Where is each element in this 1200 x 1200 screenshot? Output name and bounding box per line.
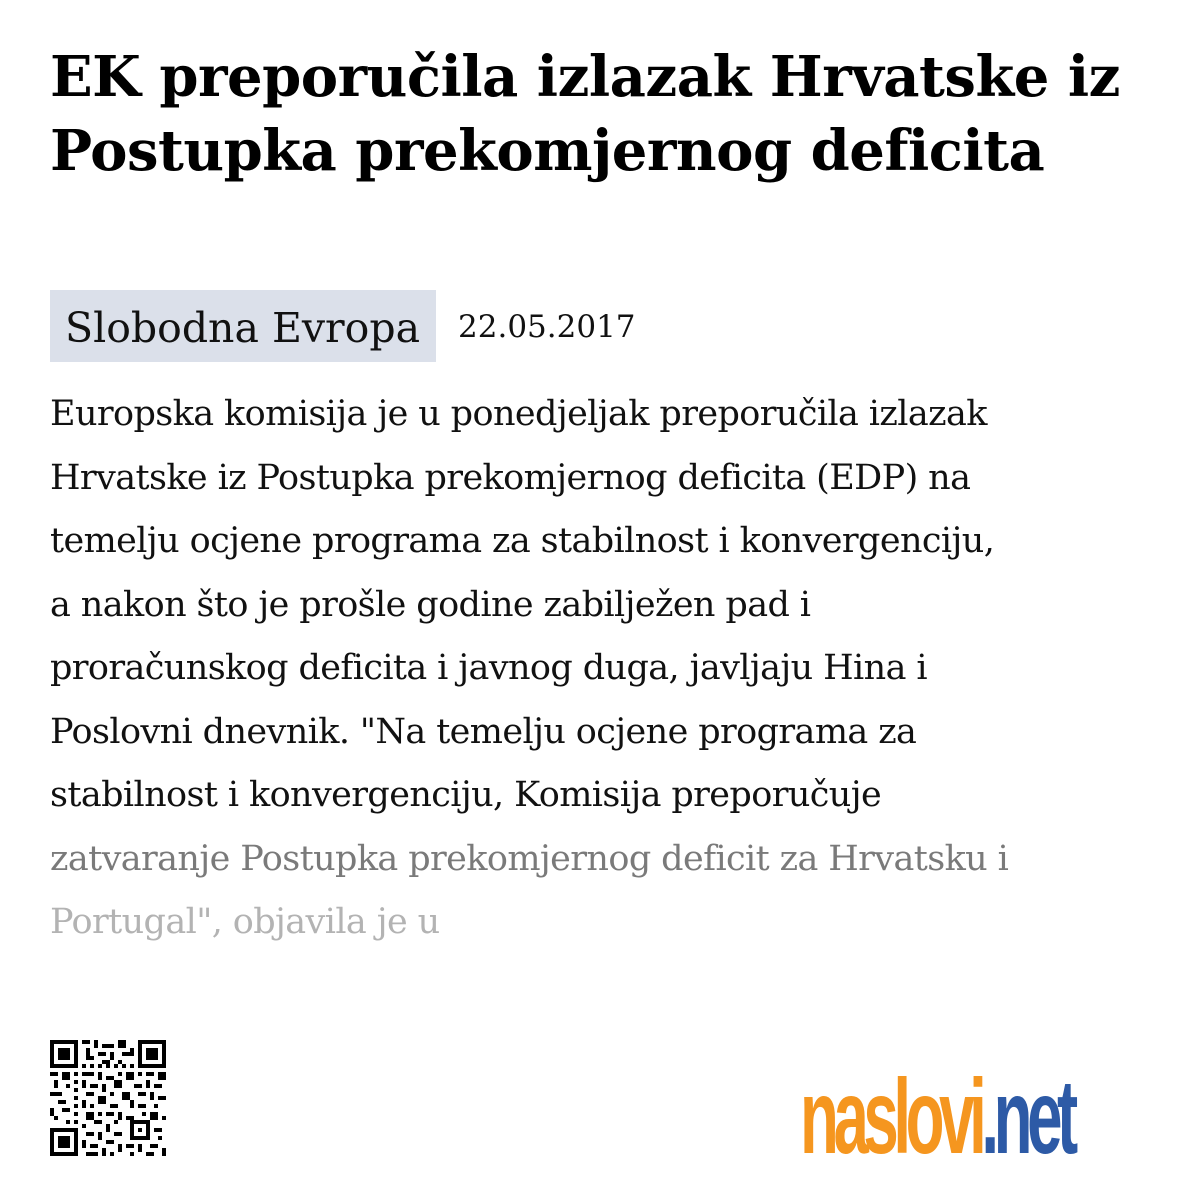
body-line: Poslovni dnevnik. "Na temelju ocjene programa za [50, 711, 917, 752]
source-badge[interactable]: Slobodna Evropa [50, 290, 436, 362]
article-meta [50, 290, 636, 362]
body-line: a nakon što je prošle godine zabilježen pad i [50, 584, 811, 625]
logo-tld-text: .net [981, 1058, 1073, 1176]
body-line-faded: Portugal", objavila je u [50, 902, 440, 942]
logo-main-text: naslovi [800, 1058, 982, 1176]
article-body [50, 383, 1165, 953]
body-line: proračunskog deficita i javnog duga, javljaju Hina i [50, 648, 927, 688]
naslovi-logo[interactable] [800, 1058, 1073, 1176]
body-line: stabilnost i konvergenciju, Komisija preporučuje [50, 775, 882, 815]
body-line-faded: zatvaranje Postupka prekomjernog deficit za Hrvatsku i [50, 838, 1009, 879]
qr-code-icon[interactable] [50, 1040, 166, 1156]
body-line: Europska komisija je u ponedjeljak preporučila izlazak [50, 394, 987, 434]
article-title: EK preporučila izlazak Hrvatske iz Postupka prekomjernog deficita [50, 44, 1120, 184]
publish-date: 22.05.2017 [458, 309, 636, 345]
body-line: Hrvatske iz Postupka prekomjernog deficita (EDP) na [50, 457, 971, 498]
body-line: temelju ocjene programa za stabilnost i konvergenciju, [50, 521, 995, 561]
